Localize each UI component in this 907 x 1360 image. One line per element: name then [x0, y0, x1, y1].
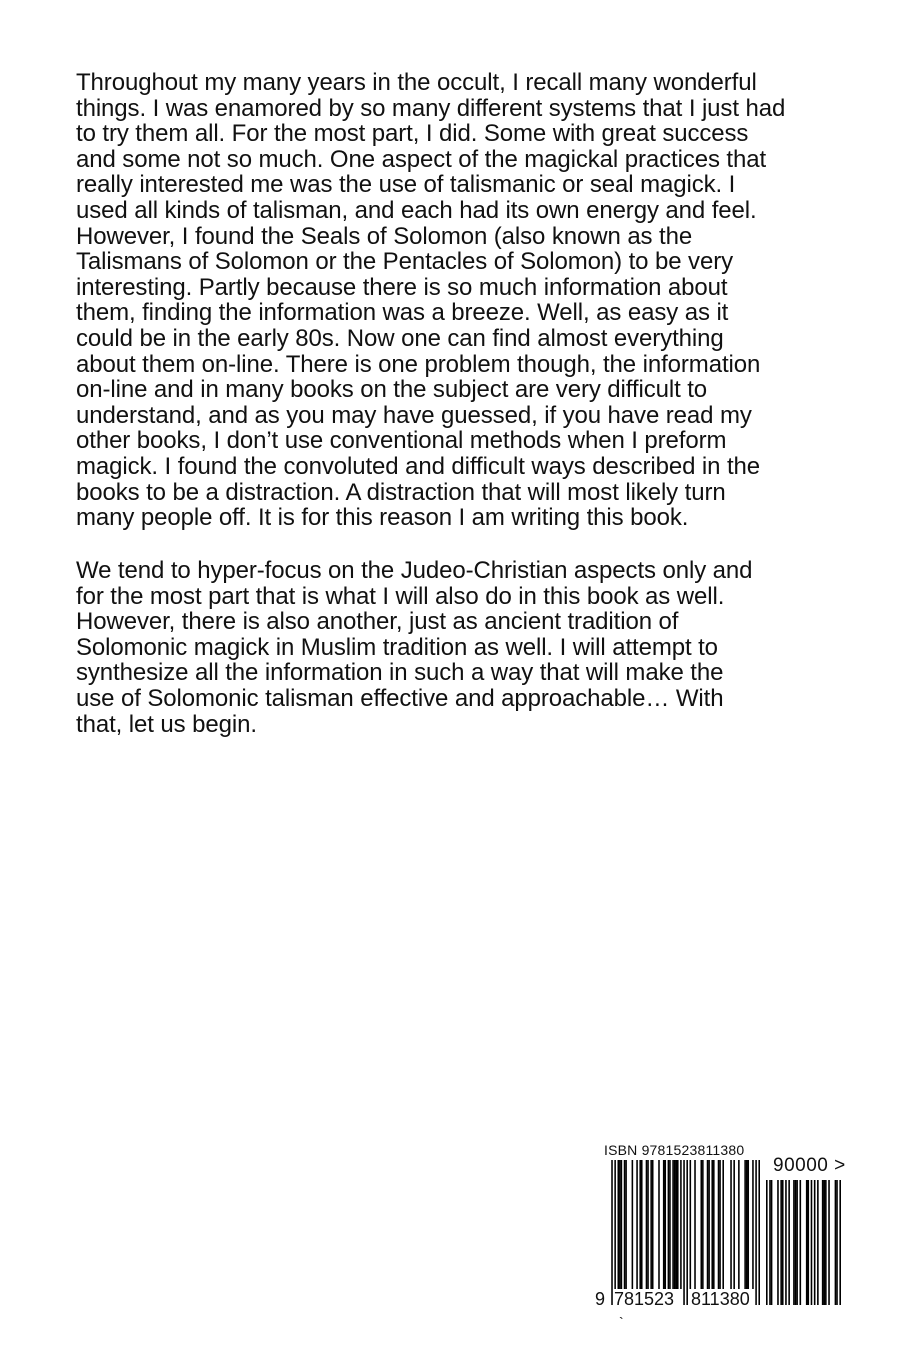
- barcode-bar: [807, 1180, 809, 1305]
- text-line: about them on-line. There is one problem though, the information: [76, 350, 761, 378]
- barcode-bar: [738, 1160, 740, 1289]
- text-line: other books, I don’t use conventional methods when I preform: [76, 427, 727, 455]
- barcode-bar: [702, 1160, 704, 1289]
- barcode-bar: [690, 1160, 692, 1289]
- addon-bars: [766, 1180, 841, 1305]
- ean-first-digit: 9: [595, 1289, 606, 1309]
- text-line: that, let us begin.: [76, 710, 257, 738]
- barcode-bar: [707, 1160, 709, 1289]
- text-line: on-line and in many books on the subject are very difficult to: [76, 376, 708, 404]
- barcode-bar: [621, 1160, 623, 1289]
- barcode-bar: [636, 1160, 638, 1289]
- barcode-bar: [730, 1160, 732, 1289]
- barcode-bar: [641, 1160, 643, 1289]
- barcode-bar: [746, 1160, 748, 1289]
- barcode-bar: [747, 1160, 749, 1289]
- barcode-bar: [619, 1160, 621, 1289]
- barcode-bar: [835, 1180, 837, 1305]
- text-line: understand, and as you may have guessed, if you have read my: [76, 401, 752, 429]
- barcode-bar: [828, 1180, 830, 1305]
- text-line: Talismans of Solomon or the Pentacles of Solomon) to be very: [76, 248, 734, 276]
- barcode-bar: [708, 1160, 710, 1289]
- text-line: them, finding the information was a breeze. Well, as easy as it: [76, 299, 729, 327]
- barcode-bar: [733, 1160, 735, 1289]
- barcode-bar: [669, 1160, 671, 1289]
- text-line: really interested me was the use of talismanic or seal magick. I: [76, 171, 736, 199]
- barcode-bar: [639, 1160, 641, 1289]
- barcode-bar: [822, 1180, 824, 1305]
- text-line: magick. I found the convoluted and difficult ways described in the: [76, 452, 761, 480]
- barcode-bar: [663, 1160, 665, 1289]
- text-line: use of Solomonic talisman effective and approachable… With: [76, 684, 724, 712]
- barcode-bar: [796, 1180, 798, 1305]
- barcode-bar: [771, 1180, 773, 1305]
- price-code: 90000 >: [773, 1155, 846, 1176]
- barcode-bar: [766, 1180, 768, 1305]
- barcode-bar: [675, 1160, 677, 1289]
- text-line: and some not so much. One aspect of the magickal practices that: [76, 145, 767, 173]
- barcode-bar: [683, 1160, 685, 1305]
- barcode-bar: [719, 1160, 721, 1289]
- text-line: We tend to hyper-focus on the Judeo-Christian aspects only and: [76, 557, 753, 584]
- text-line: used all kinds of talisman, and each had its own energy and feel.: [76, 196, 757, 224]
- ean-right-group: 811380: [691, 1289, 750, 1309]
- barcode-bar: [611, 1160, 613, 1305]
- barcode-bar: [674, 1160, 676, 1289]
- barcode-bar: [614, 1160, 616, 1305]
- text-line: for the most part that is what I will also do in this book as well.: [76, 582, 725, 610]
- isbn-barcode: [590, 1142, 850, 1342]
- paragraph-intro: [76, 70, 846, 531]
- barcode-bar: [752, 1160, 754, 1289]
- text-line: interesting. Partly because there is so much information about: [76, 273, 728, 301]
- text-line: Solomonic magick in Muslim tradition as well. I will attempt to: [76, 633, 718, 661]
- barcode-bar: [825, 1180, 827, 1305]
- barcode-bar: [839, 1180, 841, 1305]
- text-line: However, I found the Seals of Solomon (also known as the: [76, 222, 693, 250]
- ean-digits: [594, 1289, 764, 1309]
- barcode-bar: [780, 1180, 782, 1305]
- ean-left-group: 781523: [614, 1289, 675, 1309]
- barcode-bar: [823, 1180, 825, 1305]
- text-line: things. I was enamored by so many different systems that I just had: [76, 94, 786, 122]
- barcode-bar: [769, 1180, 771, 1305]
- barcode-bar: [652, 1160, 654, 1289]
- barcode-bar: [617, 1160, 619, 1289]
- barcode-bar: [711, 1160, 713, 1289]
- barcode-bar: [755, 1160, 757, 1305]
- barcode-bar: [625, 1160, 627, 1289]
- barcode-bar: [680, 1160, 682, 1289]
- barcode-bar: [713, 1160, 715, 1289]
- barcode-bar: [836, 1180, 838, 1305]
- barcode-bar: [782, 1180, 784, 1305]
- barcode-bar: [806, 1180, 808, 1305]
- barcode-bar: [646, 1160, 648, 1289]
- barcode-bar: [650, 1160, 652, 1289]
- barcode-bar: [777, 1180, 779, 1305]
- barcode-bar: [811, 1180, 813, 1305]
- barcode-bar: [672, 1160, 674, 1289]
- barcode-bar: [677, 1160, 679, 1289]
- tick-mark: `: [619, 1314, 624, 1330]
- barcode-bar: [668, 1160, 670, 1289]
- text-line: Throughout my many years in the occult, I recall many wonderful: [76, 69, 757, 96]
- text-line: to try them all. For the most part, I did. Some with great success: [76, 120, 749, 148]
- paragraph-conclusion: [76, 558, 846, 737]
- barcode-bar: [700, 1160, 702, 1289]
- text-line: synthesize all the information in such a way that will make the: [76, 659, 724, 687]
- text-line: could be in the early 80s. Now one can find almost everything: [76, 324, 724, 352]
- text-line: books to be a distraction. A distraction that will most likely turn: [76, 478, 726, 506]
- text-line: many people off. It is for this reason I am writing this book.: [76, 504, 689, 532]
- barcode-bar: [793, 1180, 795, 1305]
- ean13-bars: [594, 1160, 760, 1305]
- barcode-bar: [722, 1160, 724, 1289]
- barcode-bar: [694, 1160, 696, 1289]
- barcode-bar: [658, 1160, 660, 1289]
- barcode-bar: [632, 1160, 634, 1289]
- barcode-bar: [718, 1160, 720, 1289]
- barcode-bar: [795, 1180, 797, 1305]
- barcode-bar: [758, 1160, 760, 1305]
- barcode-bar: [647, 1160, 649, 1289]
- text-line: However, there is also another, just as ancient tradition of: [76, 608, 679, 636]
- barcode-bar: [624, 1160, 626, 1289]
- barcode-bar: [814, 1180, 816, 1305]
- barcode-bar: [686, 1160, 688, 1305]
- barcode-bar: [817, 1180, 819, 1305]
- barcode-bar: [744, 1160, 746, 1289]
- barcode-bar: [785, 1180, 787, 1305]
- barcode-bar: [664, 1160, 666, 1289]
- isbn-label: ISBN 9781523811380: [604, 1142, 745, 1158]
- barcode-bar: [800, 1180, 802, 1305]
- barcode-bar: [788, 1180, 790, 1305]
